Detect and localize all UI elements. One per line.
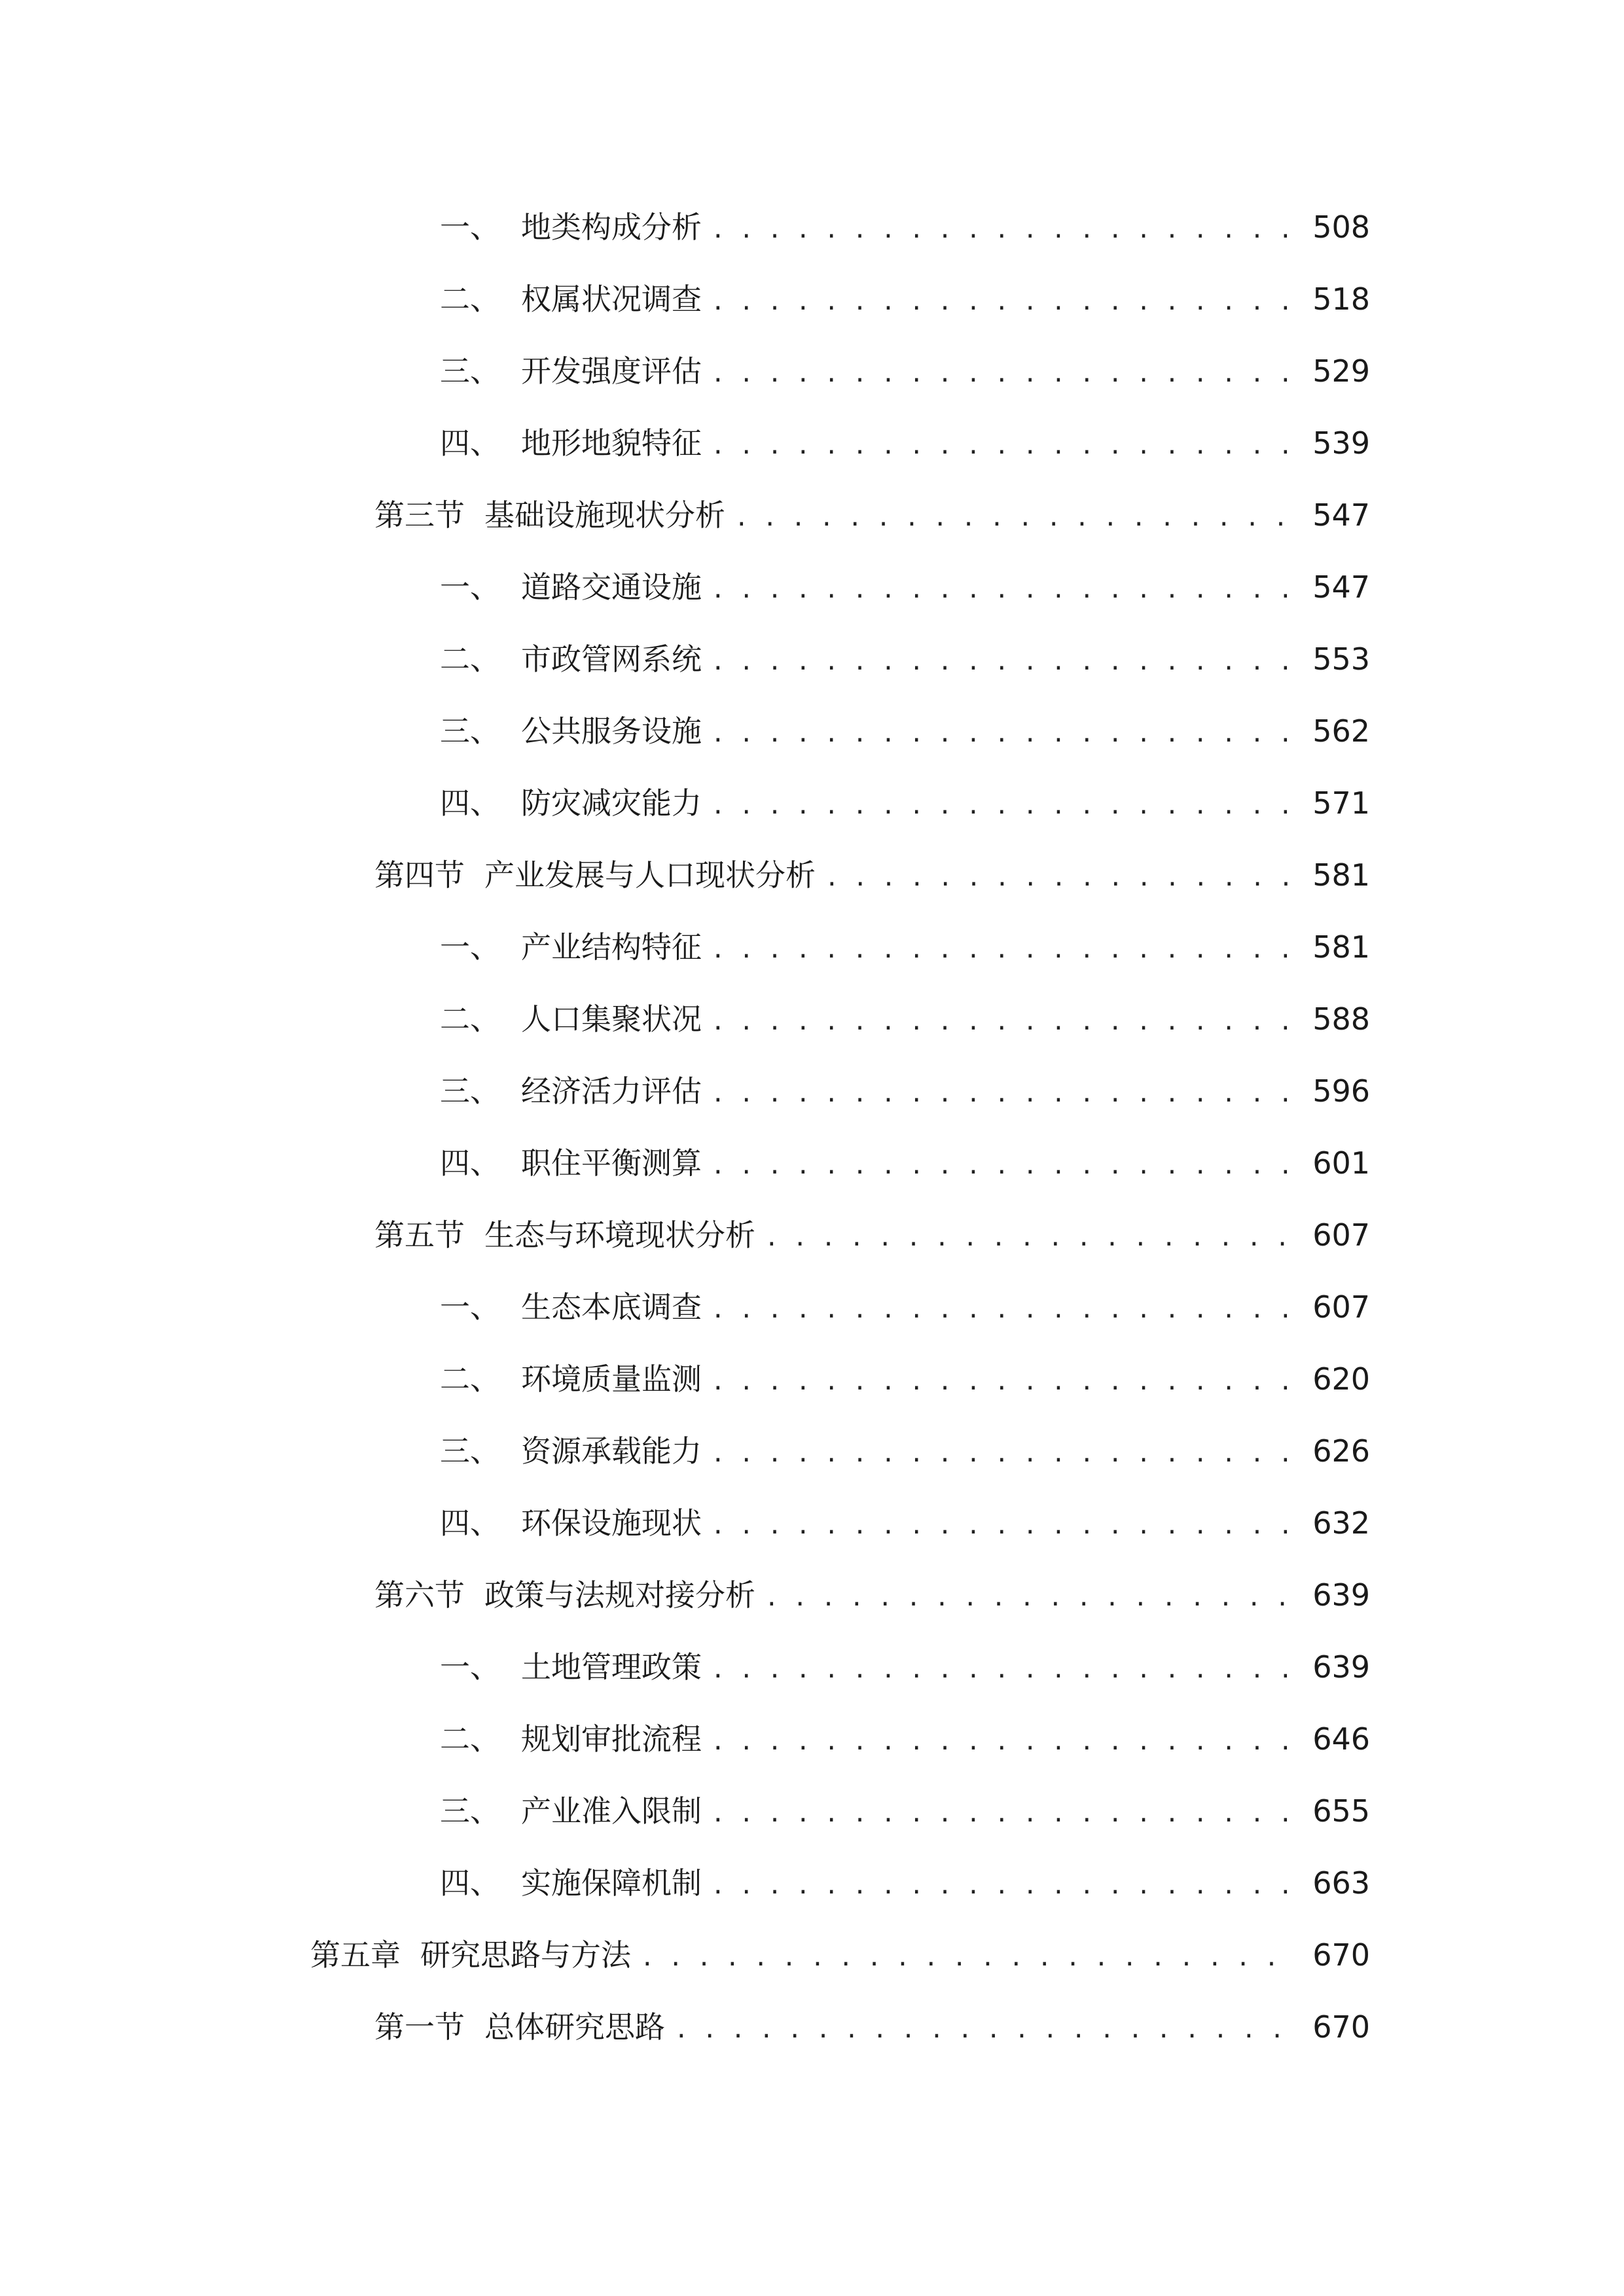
toc-section-entry[interactable] bbox=[374, 1212, 1370, 1258]
dot-leader bbox=[711, 279, 1298, 325]
toc-section-entry[interactable] bbox=[374, 1572, 1370, 1618]
toc-entry-title: 资源承载能力 bbox=[521, 1433, 702, 1469]
toc-entry-number: 三、 bbox=[440, 1793, 500, 1829]
toc-entry-page: 601 bbox=[1312, 1145, 1370, 1181]
dot-leader bbox=[640, 1935, 1298, 1981]
toc-entry-page: 553 bbox=[1312, 641, 1370, 677]
toc-entry-number: 四、 bbox=[440, 425, 500, 461]
toc-entry-title: 产业结构特征 bbox=[521, 929, 702, 965]
toc-entry-number: 第六节 bbox=[374, 1577, 465, 1613]
toc-entry[interactable] bbox=[440, 276, 1370, 322]
toc-entry[interactable] bbox=[440, 780, 1370, 826]
toc-entry-number: 第四节 bbox=[374, 857, 465, 893]
dot-leader bbox=[711, 711, 1298, 757]
toc-entry-title: 职住平衡测算 bbox=[521, 1145, 702, 1181]
dot-leader bbox=[711, 1287, 1298, 1333]
toc-entry-page: 607 bbox=[1312, 1289, 1370, 1325]
toc-entry-number: 四、 bbox=[440, 1145, 500, 1181]
toc-entry-title: 人口集聚状况 bbox=[521, 1001, 702, 1037]
toc-entry[interactable] bbox=[440, 348, 1370, 394]
toc-entry-page: 632 bbox=[1312, 1505, 1370, 1541]
toc-entry-title: 实施保障机制 bbox=[521, 1865, 702, 1901]
toc-entry-title: 地形地貌特征 bbox=[521, 425, 702, 461]
dot-leader bbox=[711, 1503, 1298, 1549]
dot-leader bbox=[711, 351, 1298, 397]
toc-entry[interactable] bbox=[440, 1716, 1370, 1762]
toc-entry-title: 规划审批流程 bbox=[521, 1721, 702, 1757]
dot-leader bbox=[765, 1215, 1298, 1261]
toc-entry[interactable] bbox=[440, 1428, 1370, 1474]
dot-leader bbox=[711, 927, 1298, 973]
toc-entry-title: 土地管理政策 bbox=[521, 1649, 702, 1685]
toc-entry-title: 产业准入限制 bbox=[521, 1793, 702, 1829]
toc-entry-number: 第一节 bbox=[374, 2009, 465, 2045]
toc-entry-page: 518 bbox=[1312, 281, 1370, 317]
toc-entry-number: 一、 bbox=[440, 1289, 500, 1325]
toc-entry-title: 总体研究思路 bbox=[484, 2009, 665, 2045]
dot-leader bbox=[734, 495, 1298, 541]
dot-leader bbox=[711, 999, 1298, 1045]
toc-entry-number: 三、 bbox=[440, 1073, 500, 1109]
toc-entry-page: 508 bbox=[1312, 209, 1370, 245]
toc-entry-title: 防灾减灾能力 bbox=[521, 785, 702, 821]
toc-entry-page: 639 bbox=[1312, 1649, 1370, 1685]
toc-entry-number: 一、 bbox=[440, 929, 500, 965]
dot-leader bbox=[674, 2007, 1298, 2053]
dot-leader bbox=[711, 639, 1298, 685]
dot-leader bbox=[825, 855, 1298, 901]
dot-leader bbox=[711, 1791, 1298, 1837]
toc-entry-page: 529 bbox=[1312, 353, 1370, 389]
dot-leader bbox=[711, 567, 1298, 613]
dot-leader bbox=[711, 1719, 1298, 1765]
toc-entry-title: 基础设施现状分析 bbox=[484, 497, 725, 533]
toc-entry-title: 政策与法规对接分析 bbox=[484, 1577, 755, 1613]
toc-entry[interactable] bbox=[440, 1644, 1370, 1690]
toc-entry-title: 市政管网系统 bbox=[521, 641, 702, 677]
toc-entry-number: 三、 bbox=[440, 713, 500, 749]
toc-entry-number: 第五节 bbox=[374, 1217, 465, 1253]
toc-entry-page: 539 bbox=[1312, 425, 1370, 461]
toc-entry-title: 经济活力评估 bbox=[521, 1073, 702, 1109]
toc-entry-page: 670 bbox=[1312, 1937, 1370, 1973]
toc-entry-page: 581 bbox=[1312, 929, 1370, 965]
dot-leader bbox=[711, 1863, 1298, 1909]
toc-entry[interactable] bbox=[440, 1860, 1370, 1906]
toc-entry-page: 588 bbox=[1312, 1001, 1370, 1037]
toc-entry-title: 开发强度评估 bbox=[521, 353, 702, 389]
toc-entry-title: 权属状况调查 bbox=[521, 281, 702, 317]
toc-entry[interactable] bbox=[440, 996, 1370, 1042]
toc-section-entry[interactable] bbox=[374, 2004, 1370, 2050]
toc-entry[interactable] bbox=[440, 204, 1370, 250]
toc-entry[interactable] bbox=[440, 1356, 1370, 1402]
toc-entry[interactable] bbox=[440, 1140, 1370, 1186]
toc-entry[interactable] bbox=[440, 1500, 1370, 1546]
dot-leader bbox=[711, 207, 1298, 253]
dot-leader bbox=[711, 423, 1298, 469]
toc-entry-number: 第五章 bbox=[310, 1937, 401, 1973]
toc-entry[interactable] bbox=[440, 1068, 1370, 1114]
toc-entry-number: 二、 bbox=[440, 641, 500, 677]
toc-entry-page: 620 bbox=[1312, 1361, 1370, 1397]
toc-entry-title: 环保设施现状 bbox=[521, 1505, 702, 1541]
dot-leader bbox=[711, 1431, 1298, 1477]
toc-entry-title: 生态本底调查 bbox=[521, 1289, 702, 1325]
toc-entry-number: 一、 bbox=[440, 209, 500, 245]
toc-entry-number: 四、 bbox=[440, 1505, 500, 1541]
toc-entry[interactable] bbox=[440, 924, 1370, 970]
toc-entry-page: 663 bbox=[1312, 1865, 1370, 1901]
toc-entry-number: 二、 bbox=[440, 1361, 500, 1397]
toc-entry-page: 562 bbox=[1312, 713, 1370, 749]
toc-entry-title: 研究思路与方法 bbox=[420, 1937, 631, 1973]
toc-entry-title: 产业发展与人口现状分析 bbox=[484, 857, 816, 893]
toc-entry[interactable] bbox=[440, 564, 1370, 610]
toc-entry[interactable] bbox=[440, 420, 1370, 466]
toc-entry-title: 道路交通设施 bbox=[521, 569, 702, 605]
dot-leader bbox=[711, 1071, 1298, 1117]
toc-entry-page: 547 bbox=[1312, 497, 1370, 533]
toc-section-entry[interactable] bbox=[374, 492, 1370, 538]
toc-entry-number: 三、 bbox=[440, 1433, 500, 1469]
toc-entry-title: 公共服务设施 bbox=[521, 713, 702, 749]
toc-entry-page: 646 bbox=[1312, 1721, 1370, 1757]
toc-entry-page: 655 bbox=[1312, 1793, 1370, 1829]
toc-chapter-entry[interactable] bbox=[310, 1932, 1370, 1978]
dot-leader bbox=[711, 783, 1298, 829]
toc-entry-page: 547 bbox=[1312, 569, 1370, 605]
toc-entry-title: 环境质量监测 bbox=[521, 1361, 702, 1397]
toc-entry-number: 四、 bbox=[440, 1865, 500, 1901]
toc-entry-number: 二、 bbox=[440, 1721, 500, 1757]
toc-entry[interactable] bbox=[440, 1284, 1370, 1330]
toc-entry[interactable] bbox=[440, 636, 1370, 682]
toc-entry-title: 生态与环境现状分析 bbox=[484, 1217, 755, 1253]
toc-entry-number: 一、 bbox=[440, 569, 500, 605]
toc-entry-page: 571 bbox=[1312, 785, 1370, 821]
toc-entry-page: 626 bbox=[1312, 1433, 1370, 1469]
toc-section-entry[interactable] bbox=[374, 852, 1370, 898]
toc-entry-page: 596 bbox=[1312, 1073, 1370, 1109]
toc-entry-number: 二、 bbox=[440, 281, 500, 317]
dot-leader bbox=[765, 1575, 1298, 1621]
toc-entry-number: 第三节 bbox=[374, 497, 465, 533]
toc-entry-page: 607 bbox=[1312, 1217, 1370, 1253]
toc-entry[interactable] bbox=[440, 1788, 1370, 1834]
dot-leader bbox=[711, 1359, 1298, 1405]
toc-entry-number: 一、 bbox=[440, 1649, 500, 1685]
toc-entry-page: 581 bbox=[1312, 857, 1370, 893]
toc-entry-number: 四、 bbox=[440, 785, 500, 821]
toc-entry-number: 三、 bbox=[440, 353, 500, 389]
dot-leader bbox=[711, 1143, 1298, 1189]
toc-entry-title: 地类构成分析 bbox=[521, 209, 702, 245]
toc-entry-page: 639 bbox=[1312, 1577, 1370, 1613]
dot-leader bbox=[711, 1647, 1298, 1693]
toc-entry-number: 二、 bbox=[440, 1001, 500, 1037]
toc-entry-page: 670 bbox=[1312, 2009, 1370, 2045]
toc-entry[interactable] bbox=[440, 708, 1370, 754]
